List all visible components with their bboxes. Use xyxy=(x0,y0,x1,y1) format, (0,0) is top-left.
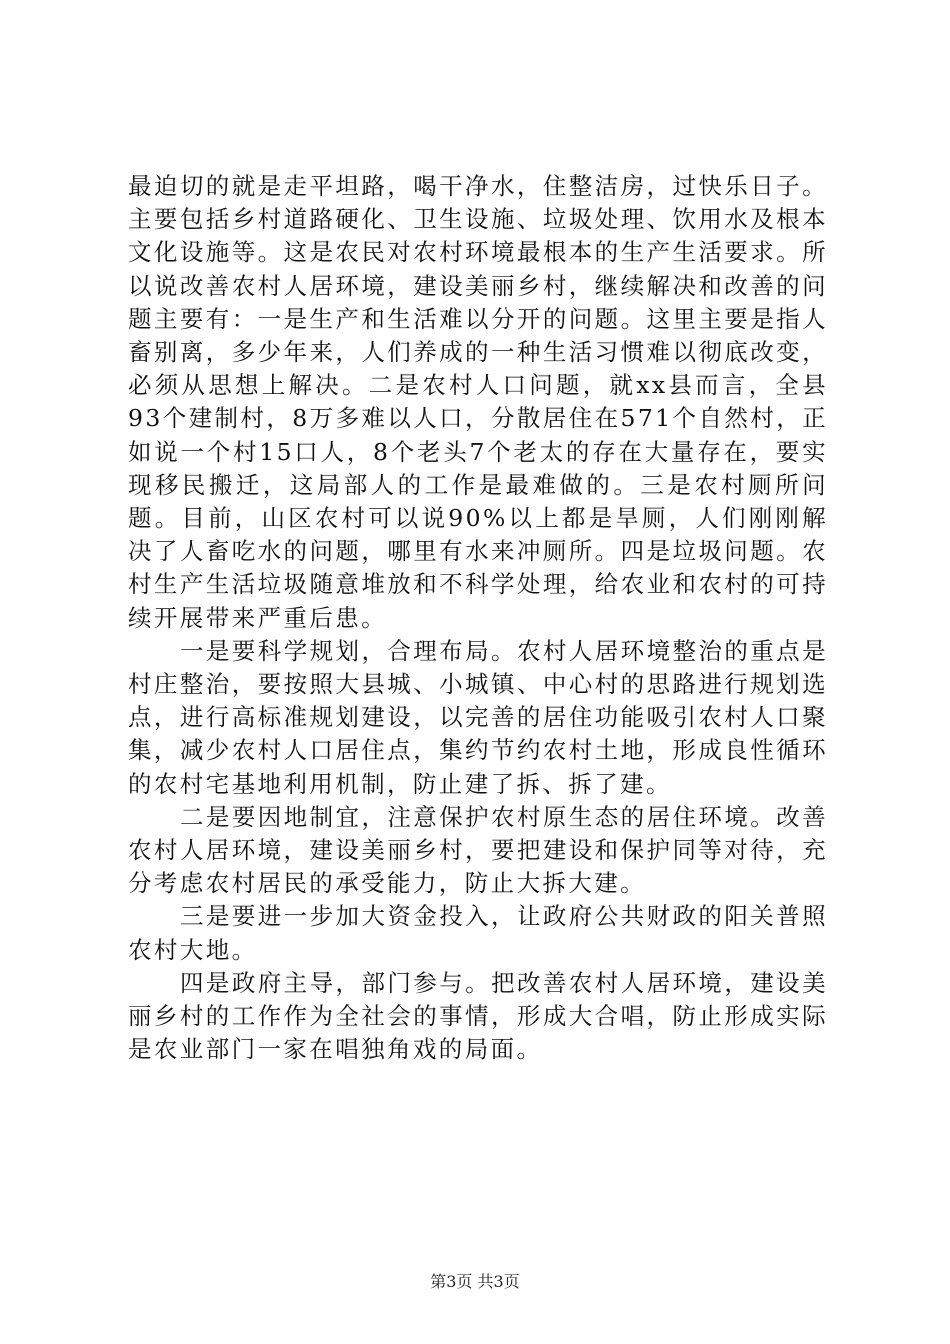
body-text xyxy=(128,170,828,1066)
paragraph: 四是政府主导，部门参与。把改善农村人居环境，建设美丽乡村的工作作为全社会的事情，形成大合唱，防止形成实际是农业部门一家在唱独角戏的局面。 xyxy=(128,968,828,1064)
paragraph: 三是要进一步加大资金投入，让政府公共财政的阳关普照农村大地。 xyxy=(128,902,828,964)
paragraph: 二是要因地制宜，注意保护农村原生态的居住环境。改善农村人居环境，建设美丽乡村，要把建设和保护同等对待，充分考虑农村居民的承受能力，防止大拆大建。 xyxy=(128,802,828,898)
paragraph: 最迫切的就是走平坦路，喝干净水，住整洁房，过快乐日子。主要包括乡村道路硬化、卫生设施、垃圾处理、饮用水及根本文化设施等。这是农民对农村环境最根本的生产生活要求。所以说改善农村人居环境，建设美丽乡村，继续解决和改善的问题主要有：一是生产和生活难以分开的问题。这里主要是指人畜别离，多少年来，人们养成的一种生活习惯难以彻底改变，必须从思想上解决。二是农村人口问题，就xx县而言，全县93个建制村，8万多难以人口，分散居住在571个自然村，正如说一个村15口人，8个老头7个老太的存在大量存在，要实现移民搬迁，这局部人的工作是最难做的。三是农村厕所问题。目前，山区农村可以说90%以上都是旱厕，人们刚刚解决了人畜吃水的问题，哪里有水来冲厕所。四是垃圾问题。农村生产生活垃圾随意堆放和不科学处理，给农业和农村的可持续开展带来严重后患。 xyxy=(128,172,828,632)
paragraph: 一是要科学规划，合理布局。农村人居环境整治的重点是村庄整治，要按照大县城、小城镇、中心村的思路进行规划选点，进行高标准规划建设，以完善的居住功能吸引农村人口聚集，减少农村人口居住点，集约节约农村土地，形成良性循环的农村宅基地利用机制，防止建了拆、拆了建。 xyxy=(128,636,828,798)
page-number-footer: 第3页 共3页 xyxy=(430,1272,520,1291)
